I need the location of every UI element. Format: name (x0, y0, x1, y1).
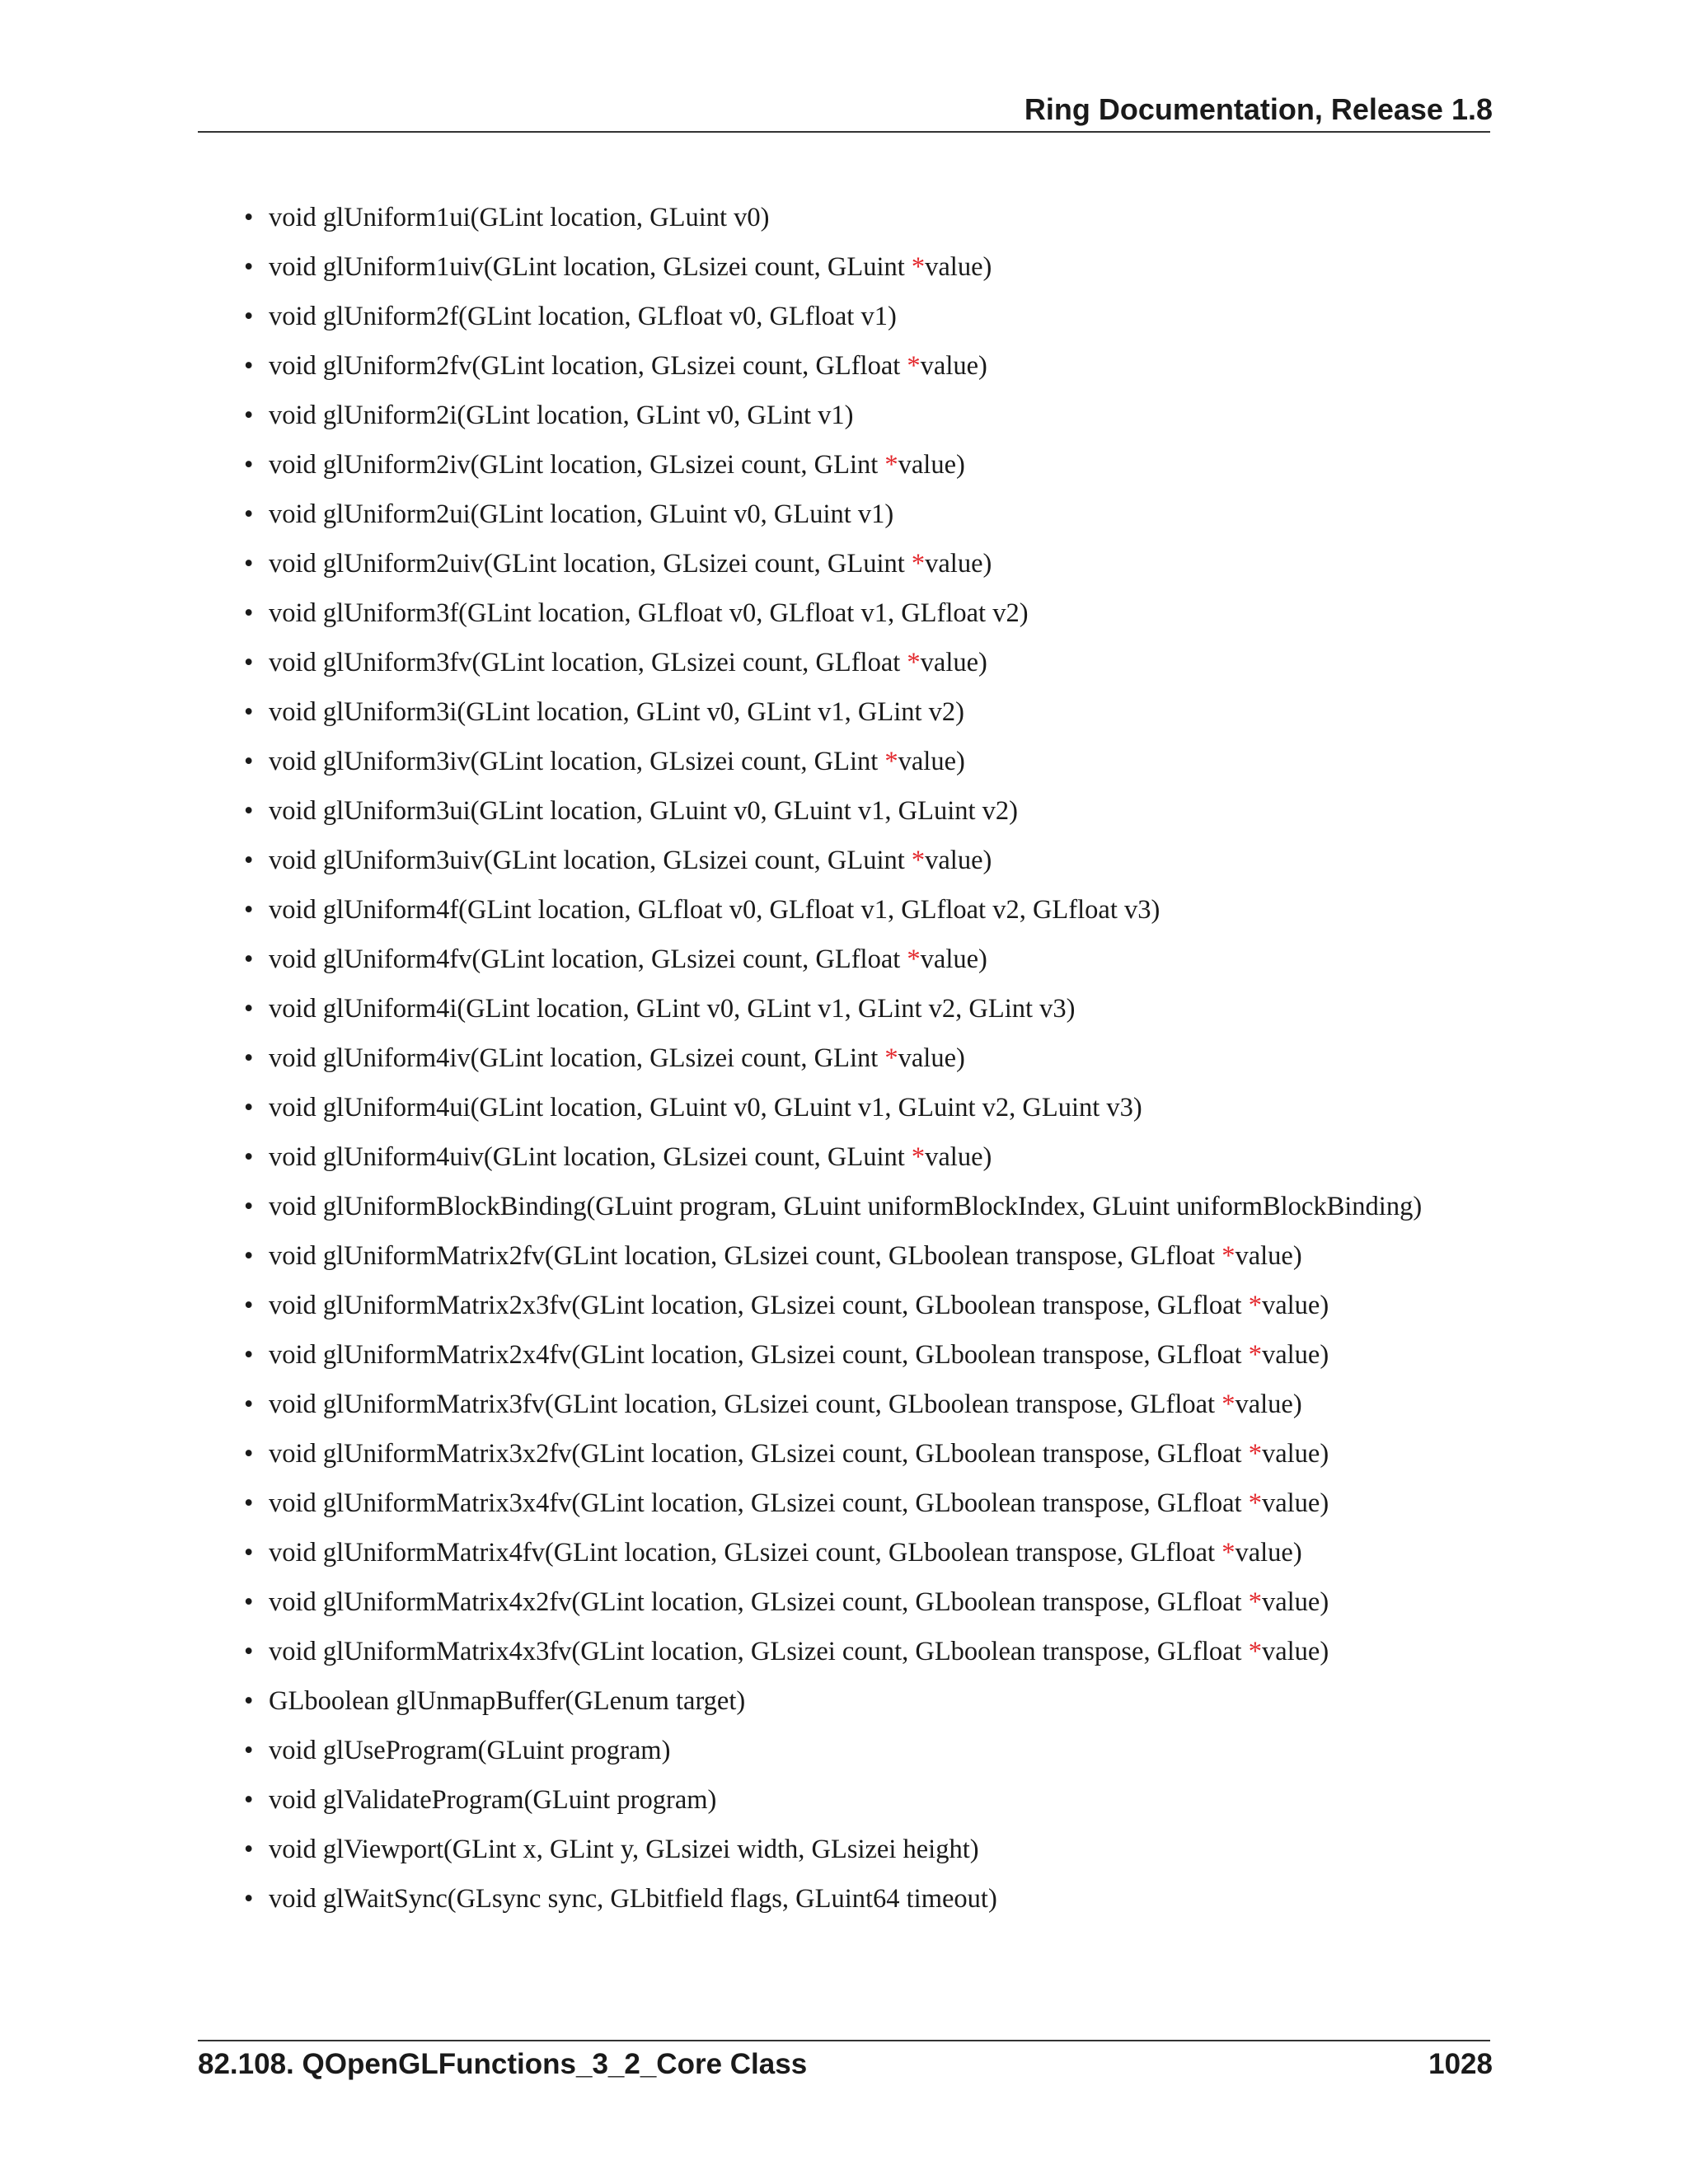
function-signature: void glUniformMatrix3x2fv(GLint location, GLsizei count, GLboolean transpose, GLfloat (269, 1439, 1249, 1469)
header-rule (198, 131, 1490, 133)
list-item (244, 1731, 1422, 1780)
list-item (244, 1236, 1422, 1286)
list-item (244, 1780, 1422, 1830)
bullet-icon: • (244, 1093, 254, 1122)
function-signature: void glUniform4uiv(GLint location, GLsizei count, GLuint (269, 1142, 912, 1172)
function-signature: void glUniformMatrix3fv(GLint location, GLsizei count, GLboolean transpose, GLfloat (269, 1390, 1222, 1419)
list-item (244, 494, 1422, 544)
bullet-icon: • (244, 648, 254, 677)
function-signature: void glUniform4fv(GLint location, GLsizei count, GLfloat (269, 944, 907, 974)
list-item (244, 1879, 1422, 1929)
list-item (244, 1483, 1422, 1533)
bullet-icon: • (244, 1192, 254, 1221)
bullet-icon: • (244, 1340, 254, 1370)
function-signature: GLboolean glUnmapBuffer(GLenum target) (269, 1686, 746, 1716)
list-item (244, 643, 1422, 692)
function-signature: void glUniformMatrix2fv(GLint location, GLsizei count, GLboolean transpose, GLfloat (269, 1241, 1222, 1271)
bullet-icon: • (244, 747, 254, 776)
pointer-asterisk: * (907, 351, 921, 381)
pointer-asterisk: * (907, 648, 921, 677)
list-item (244, 1533, 1422, 1582)
function-signature: void glValidateProgram(GLuint program) (269, 1785, 717, 1815)
function-signature-tail: value) (898, 1043, 965, 1073)
function-signature: void glUseProgram(GLuint program) (269, 1736, 671, 1765)
function-signature: void glUniformMatrix4x2fv(GLint location, GLsizei count, GLboolean transpose, GLfloat (269, 1587, 1249, 1617)
bullet-icon: • (244, 944, 254, 974)
bullet-icon: • (244, 252, 254, 282)
function-signature: void glUniform2uiv(GLint location, GLsizei count, GLuint (269, 549, 912, 579)
list-item (244, 791, 1422, 841)
bullet-icon: • (244, 796, 254, 826)
bullet-icon: • (244, 1538, 254, 1568)
bullet-icon: • (244, 1488, 254, 1518)
list-item (244, 445, 1422, 494)
function-signature-tail: value) (1235, 1390, 1302, 1419)
list-item (244, 544, 1422, 593)
pointer-asterisk: * (884, 1043, 898, 1073)
function-signature-tail: value) (898, 450, 965, 480)
list-item (244, 1088, 1422, 1137)
list-item (244, 1137, 1422, 1187)
pointer-asterisk: * (1248, 1340, 1262, 1370)
bullet-icon: • (244, 351, 254, 381)
bullet-icon: • (244, 1043, 254, 1073)
function-signature-tail: value) (1261, 1291, 1329, 1320)
pointer-asterisk: * (1248, 1291, 1262, 1320)
list-item (244, 247, 1422, 297)
pointer-asterisk: * (911, 1142, 926, 1172)
bullet-icon: • (244, 1439, 254, 1469)
pointer-asterisk: * (1221, 1538, 1236, 1568)
list-item (244, 989, 1422, 1038)
bullet-icon: • (244, 1785, 254, 1815)
bullet-icon: • (244, 450, 254, 480)
list-item (244, 1681, 1422, 1731)
function-signature-tail: value) (925, 549, 992, 579)
pointer-asterisk: * (1221, 1390, 1236, 1419)
page-number: 1028 (1428, 2048, 1493, 2080)
function-signature: void glUniformMatrix2x4fv(GLint location, GLsizei count, GLboolean transpose, GLfloat (269, 1340, 1249, 1370)
function-signature: void glUniform3uiv(GLint location, GLsizei count, GLuint (269, 846, 912, 875)
list-item (244, 593, 1422, 643)
function-signature: void glUniform4ui(GLint location, GLuint v0, GLuint v1, GLuint v2, GLuint v3) (269, 1093, 1142, 1122)
bullet-icon: • (244, 1142, 254, 1172)
pointer-asterisk: * (1248, 1439, 1262, 1469)
function-signature: void glUniformMatrix3x4fv(GLint location, GLsizei count, GLboolean transpose, GLfloat (269, 1488, 1249, 1518)
list-item (244, 1582, 1422, 1632)
pointer-asterisk: * (884, 450, 898, 480)
bullet-icon: • (244, 1835, 254, 1864)
bullet-icon: • (244, 1291, 254, 1320)
function-signature-tail: value) (920, 648, 987, 677)
bullet-icon: • (244, 401, 254, 430)
function-signature-tail: value) (925, 1142, 992, 1172)
bullet-icon: • (244, 203, 254, 232)
bullet-icon: • (244, 846, 254, 875)
list-item (244, 1335, 1422, 1385)
footer-section-title: 82.108. QOpenGLFunctions_3_2_Core Class (198, 2048, 808, 2080)
function-signature-tail: value) (1261, 1439, 1329, 1469)
list-item (244, 346, 1422, 396)
list-item (244, 1632, 1422, 1681)
function-signature-tail: value) (925, 252, 992, 282)
bullet-icon: • (244, 598, 254, 628)
function-signature: void glUniform3iv(GLint location, GLsizei count, GLint (269, 747, 885, 776)
bullet-icon: • (244, 549, 254, 579)
list-item (244, 692, 1422, 742)
bullet-icon: • (244, 1637, 254, 1666)
list-item (244, 198, 1422, 247)
bullet-icon: • (244, 499, 254, 529)
function-signature: void glUniform4i(GLint location, GLint v0, GLint v1, GLint v2, GLint v3) (269, 994, 1076, 1024)
function-signature-tail: value) (1261, 1587, 1329, 1617)
function-signature: void glUniformMatrix4fv(GLint location, GLsizei count, GLboolean transpose, GLfloat (269, 1538, 1222, 1568)
bullet-icon: • (244, 1736, 254, 1765)
pointer-asterisk: * (911, 846, 926, 875)
list-item (244, 841, 1422, 890)
function-signature-tail: value) (925, 846, 992, 875)
bullet-icon: • (244, 1241, 254, 1271)
list-item (244, 940, 1422, 989)
function-signature: void glUniformMatrix4x3fv(GLint location, GLsizei count, GLboolean transpose, GLfloat (269, 1637, 1249, 1666)
pointer-asterisk: * (1248, 1637, 1262, 1666)
list-item (244, 890, 1422, 940)
function-signature-tail: value) (920, 944, 987, 974)
function-signature: void glUniformBlockBinding(GLuint program, GLuint uniformBlockIndex, GLuint uniformBlockBinding) (269, 1192, 1423, 1221)
function-signature: void glUniform2f(GLint location, GLfloat v0, GLfloat v1) (269, 302, 897, 331)
function-signature: void glUniform3ui(GLint location, GLuint v0, GLuint v1, GLuint v2) (269, 796, 1019, 826)
list-item (244, 396, 1422, 445)
function-signature: void glUniformMatrix2x3fv(GLint location, GLsizei count, GLboolean transpose, GLfloat (269, 1291, 1249, 1320)
bullet-icon: • (244, 1884, 254, 1914)
list-item (244, 297, 1422, 346)
function-signature-tail: value) (1235, 1241, 1302, 1271)
function-signature: void glUniform2ui(GLint location, GLuint v0, GLuint v1) (269, 499, 894, 529)
bullet-icon: • (244, 1587, 254, 1617)
bullet-icon: • (244, 1686, 254, 1716)
list-item (244, 1385, 1422, 1434)
bullet-icon: • (244, 697, 254, 727)
bullet-icon: • (244, 895, 254, 925)
function-signature: void glUniform3fv(GLint location, GLsizei count, GLfloat (269, 648, 907, 677)
list-item (244, 1286, 1422, 1335)
function-signature-tail: value) (1261, 1637, 1329, 1666)
function-signature-tail: value) (898, 747, 965, 776)
function-signature: void glUniform3f(GLint location, GLfloat v0, GLfloat v1, GLfloat v2) (269, 598, 1029, 628)
pointer-asterisk: * (1248, 1587, 1262, 1617)
list-item (244, 1830, 1422, 1879)
list-item (244, 1187, 1422, 1236)
footer-rule (198, 2040, 1490, 2041)
function-signature-tail: value) (920, 351, 987, 381)
pointer-asterisk: * (907, 944, 921, 974)
function-signature: void glUniform1uiv(GLint location, GLsizei count, GLuint (269, 252, 912, 282)
function-signature: void glUniform2fv(GLint location, GLsizei count, GLfloat (269, 351, 907, 381)
function-signature: void glUniform1ui(GLint location, GLuint v0) (269, 203, 770, 232)
running-header-title: Ring Documentation, Release 1.8 (1024, 92, 1493, 126)
function-signature: void glUniform3i(GLint location, GLint v0, GLint v1, GLint v2) (269, 697, 965, 727)
pointer-asterisk: * (1221, 1241, 1236, 1271)
function-signature: void glUniform2iv(GLint location, GLsizei count, GLint (269, 450, 885, 480)
bullet-icon: • (244, 994, 254, 1024)
function-list (244, 198, 1422, 1929)
list-item (244, 1038, 1422, 1088)
list-item (244, 1434, 1422, 1483)
pointer-asterisk: * (911, 252, 926, 282)
bullet-icon: • (244, 302, 254, 331)
function-signature-tail: value) (1261, 1340, 1329, 1370)
function-signature: void glWaitSync(GLsync sync, GLbitfield flags, GLuint64 timeout) (269, 1884, 997, 1914)
function-signature: void glUniform4f(GLint location, GLfloat v0, GLfloat v1, GLfloat v2, GLfloat v3) (269, 895, 1160, 925)
function-signature: void glViewport(GLint x, GLint y, GLsizei width, GLsizei height) (269, 1835, 979, 1864)
function-signature-tail: value) (1261, 1488, 1329, 1518)
pointer-asterisk: * (884, 747, 898, 776)
pointer-asterisk: * (1248, 1488, 1262, 1518)
pointer-asterisk: * (911, 549, 926, 579)
function-signature: void glUniform2i(GLint location, GLint v0, GLint v1) (269, 401, 854, 430)
function-signature-tail: value) (1235, 1538, 1302, 1568)
function-signature: void glUniform4iv(GLint location, GLsizei count, GLint (269, 1043, 885, 1073)
list-item (244, 742, 1422, 791)
bullet-icon: • (244, 1390, 254, 1419)
